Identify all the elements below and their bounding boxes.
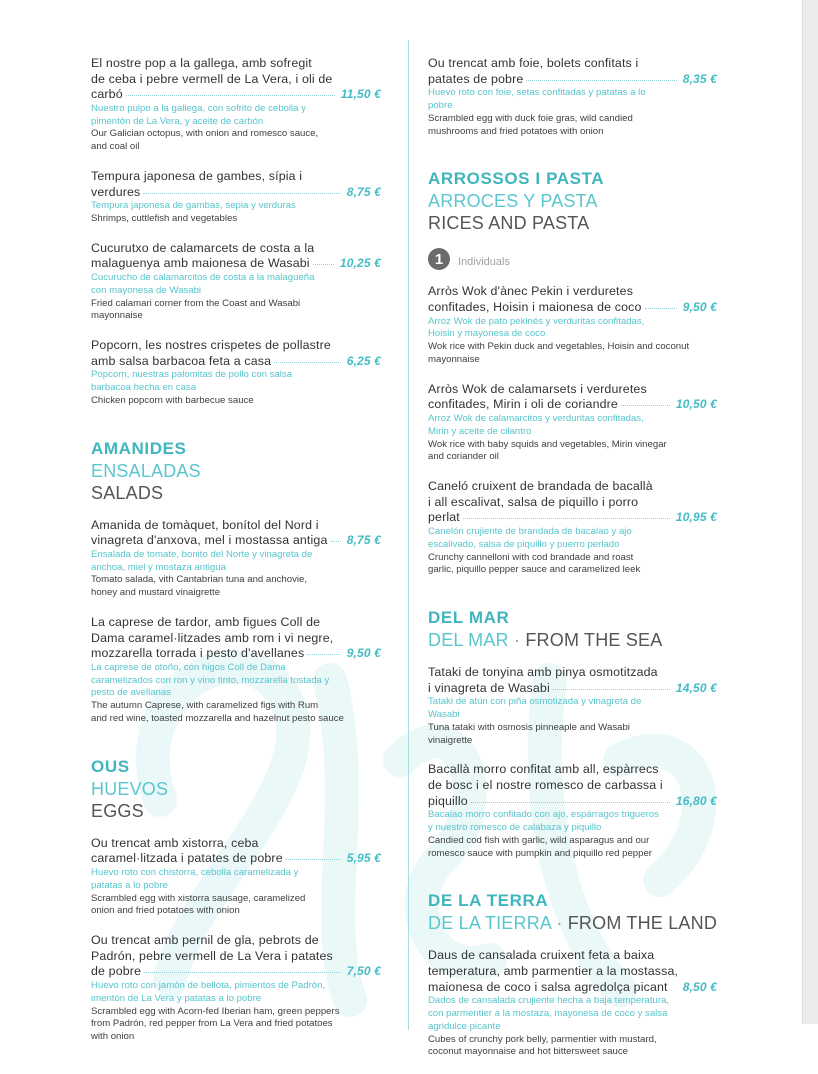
separator-dot: · xyxy=(508,630,526,651)
dish-name: vinagreta d'anxova, mel i mostassa antiga xyxy=(91,533,328,548)
dish-description-en: Scrambled egg with xistorra sausage, caramelized xyxy=(91,892,306,904)
dish-name-line xyxy=(91,851,381,867)
dish-name-line: i all escalivat, salsa de piquillo i porro xyxy=(428,494,639,509)
dish-name-line: temperatura, amb parmentier a la mostassa, xyxy=(428,964,679,979)
dish-description-es: Ensalada de tomate, bonito del Norte y vinagreta de xyxy=(91,548,313,560)
dish-name-line: Bacallà morro confitat amb all, espàrrecs xyxy=(428,762,659,777)
dot-leader xyxy=(313,264,334,265)
section-title-ca: OUS xyxy=(91,756,130,776)
dish-description-es: imentón de La Vera y patatas a lo pobre xyxy=(91,992,262,1004)
dish-name: de pobre xyxy=(91,964,142,979)
dish-name-line: Dama caramel·litzades amb rom i vi negre, xyxy=(91,630,334,645)
section-title-ca: DEL MAR xyxy=(428,608,510,628)
dish-description-es: Hoisin y mayonesa de coco xyxy=(428,328,546,340)
dish-description-en: mayonnaise xyxy=(428,353,480,365)
dish-description-es: Huevo roto con chistorra, cebolla caramelizada y xyxy=(91,867,299,879)
dish-description-en: onion and fried potatoes with onion xyxy=(91,905,240,917)
dish-price: 8,75 € xyxy=(346,184,381,199)
dish-price: 9,50 € xyxy=(346,646,381,661)
dot-leader xyxy=(553,689,670,690)
dot-leader xyxy=(126,95,335,96)
dish-name-line xyxy=(91,964,381,980)
dish-name-line: de bosc i el nostre romesco de carbassa i xyxy=(428,778,663,793)
section-heading xyxy=(428,890,717,934)
menu-item[interactable] xyxy=(91,836,381,918)
dish-description-en: Chicken popcorn with barbecue sauce xyxy=(91,394,254,406)
dot-leader xyxy=(645,308,677,309)
dish-description-es: La caprese de otoño, con higos Coll de Dama xyxy=(91,661,286,673)
section-heading xyxy=(91,756,381,822)
dish-name: confitades, Mirin i oli de coriandre xyxy=(428,397,618,412)
right-column xyxy=(428,56,717,1074)
dish-description-en: Tuna tataki with osmosis pinneaple and Wasabi xyxy=(428,721,630,733)
portion-label-text: Individuals xyxy=(458,256,510,269)
dish-description-es: con mayonesa de Wasabi xyxy=(91,284,202,296)
dot-leader xyxy=(143,193,340,194)
menu-item[interactable] xyxy=(91,518,381,600)
dish-name-line: El nostre pop a la gallega, amb sofregit xyxy=(91,56,312,70)
menu-item[interactable] xyxy=(428,56,717,138)
section-title-ca: AMANIDES xyxy=(91,438,187,458)
dish-description-es: Cucurucho de calamarcitos de costa a la malagueña xyxy=(91,271,315,283)
dish-name: i vinagreta de Wasabi xyxy=(428,680,550,695)
menu-item[interactable] xyxy=(91,241,381,323)
dish-description-en: Scrambled egg with duck foie gras, wild candied xyxy=(428,112,633,124)
dish-description-es: patatas a lo pobre xyxy=(91,879,168,891)
dish-price: 10,95 € xyxy=(675,510,717,525)
menu-item[interactable] xyxy=(91,615,381,726)
menu-item[interactable] xyxy=(91,338,381,408)
dish-description-en: romesco sauce with pumpkin and piquillo red pepper xyxy=(428,847,652,859)
dot-leader xyxy=(144,972,341,973)
dish-description-en: from Padrón, red pepper from La Vera and fried potatoes xyxy=(91,1018,333,1030)
dish-description-es: barbacoa hecha en casa xyxy=(91,382,197,394)
dot-leader xyxy=(331,541,341,542)
dish-description-en: mayonnaise xyxy=(91,310,143,322)
dish-name-line: Caneló cruixent de brandada de bacallà xyxy=(428,479,653,494)
dish-name: malaguenya amb maionesa de Wasabi xyxy=(91,256,310,271)
dish-name: perlat xyxy=(428,510,460,525)
dish-name-line: de ceba i pebre vermell de La Vera, i oli de xyxy=(91,71,333,86)
dish-name-line xyxy=(428,397,717,413)
dish-description-es: caramelizados con ron y vino tinto, mozzarella tostada y xyxy=(91,674,330,686)
dish-name-line xyxy=(428,72,717,88)
scrollbar[interactable] xyxy=(802,0,818,1024)
dish-name: amb salsa barbacoa feta a casa xyxy=(91,353,272,368)
dish-price: 8,35 € xyxy=(682,71,717,86)
dish-name-line xyxy=(91,354,381,370)
dot-leader xyxy=(621,405,670,406)
dish-name: piquillo xyxy=(428,793,468,808)
section-title-es: DEL MAR xyxy=(428,630,509,651)
menu-item[interactable] xyxy=(428,382,717,464)
dish-name: caramel·litzada i patates de pobre xyxy=(91,851,283,866)
column-divider xyxy=(408,40,409,1030)
dish-description-es: Nuestro pulpo a la gallega, con sofrito de cebolla y xyxy=(91,102,306,114)
dish-description-en: mushrooms and fried potatoes with onion xyxy=(428,125,604,137)
dish-name-line: La caprese de tardor, amb figues Coll de xyxy=(91,615,321,630)
dish-description-es: pimentón de La Vera, y aceite de carbón xyxy=(91,115,264,127)
dish-name-line xyxy=(428,510,717,526)
menu-item[interactable] xyxy=(428,948,717,1059)
dish-description-en: coconut mayonnaise and hot bittersweet sauce xyxy=(428,1046,628,1058)
dish-name-line: Arròs Wok de calamarsets i verduretes xyxy=(428,381,647,396)
dish-description-es: pesto de avellanas xyxy=(91,687,172,699)
dish-description-en: Shrimps, cuttlefish and vegetables xyxy=(91,212,238,224)
dish-description-es: Mirin y aceite de cilantro xyxy=(428,425,532,437)
dish-price: 7,50 € xyxy=(346,964,381,979)
dish-price: 6,25 € xyxy=(346,353,381,368)
dish-description-es: y nuestro romesco de calabaza y piquillo xyxy=(428,822,602,834)
dish-price: 8,50 € xyxy=(682,979,717,994)
dish-description-en: Wok rice with baby squids and vegetables, Mirin vinegar xyxy=(428,438,667,450)
section-title-en: FROM THE LAND xyxy=(567,913,718,934)
dish-name: patates de pobre xyxy=(428,71,524,86)
dish-description-en: Our Galician octopus, with onion and romesco sauce, xyxy=(91,128,319,140)
section-heading xyxy=(91,438,381,504)
dot-leader xyxy=(463,518,670,519)
menu-item[interactable] xyxy=(91,933,381,1044)
dish-description-es: Huevo roto con foie, setas confitadas y patatas a lo xyxy=(428,87,646,99)
dish-price: 10,50 € xyxy=(675,397,717,412)
dish-description-es: agridulce picante xyxy=(428,1020,501,1032)
menu-item[interactable] xyxy=(91,56,381,154)
dish-description-en: Scrambled egg with Acorn-fed Iberian ham, green peppers xyxy=(91,1005,340,1017)
dish-name-line: Tempura japonesa de gambes, sípia i xyxy=(91,168,303,183)
dish-description-en: with onion xyxy=(91,1031,135,1043)
dish-description-en: The autumn Caprese, with caramelized figs with Rum xyxy=(91,700,319,712)
dish-name: verdures xyxy=(91,184,141,199)
section-subtitle xyxy=(428,912,717,934)
section-heading xyxy=(428,607,717,651)
dish-description-es: Huevo roto con jamón de bellota, pimientos de Padrón, xyxy=(91,980,326,991)
dish-price: 10,25 € xyxy=(339,256,381,271)
dish-description-en: honey and mustard vinaigrette xyxy=(91,587,221,599)
dish-price: 5,95 € xyxy=(346,851,381,866)
dish-description-en: garlic, piquillo pepper sauce and caramelized leek xyxy=(428,564,641,576)
dot-leader xyxy=(286,859,341,860)
dish-name-line xyxy=(91,87,381,103)
dish-name-line: Ou trencat amb xistorra, ceba xyxy=(91,835,259,850)
section-title-ca: ARROSSOS I PASTA xyxy=(428,169,605,189)
dot-leader xyxy=(274,362,341,363)
dish-description-es: Tempura japonesa de gambas, sepia y verduras xyxy=(91,200,296,212)
dish-name-line xyxy=(428,980,717,996)
dish-name-line: Padrón, pebre vermell de La Vera i patates xyxy=(91,948,333,963)
dish-price: 16,80 € xyxy=(675,793,717,808)
section-title-en: RICES AND PASTA xyxy=(428,213,590,234)
dish-description-es: Arroz Wok de calamarcitos y verduritas confitadas, xyxy=(428,412,644,424)
dish-description-es: Bacalao morro confitado con ajo, espárragos trigueros xyxy=(428,809,659,821)
dish-description-en: and coriander oil xyxy=(428,451,499,463)
dish-name-line xyxy=(428,794,717,810)
dish-description-en: Crunchy cannelloni with cod brandade and roast xyxy=(428,551,634,563)
menu-item[interactable] xyxy=(428,284,717,366)
dot-leader xyxy=(471,802,670,803)
section-title-en: EGGS xyxy=(91,800,144,821)
dish-description-en: Tomato salada, vith Cantabrian tuna and anchovie, xyxy=(91,574,307,586)
dot-leader xyxy=(526,80,676,81)
dish-name-line: Arròs Wok d'ànec Pekin i verduretes xyxy=(428,284,634,299)
dish-name-line: Ou trencat amb pernil de gla, pebrots de xyxy=(91,933,319,948)
dish-description-es: Canelón crujiente de brandada de bacalao y ajo xyxy=(428,525,632,537)
dish-description-es: Popcorn, nuestras palomitas de pollo con salsa xyxy=(91,369,293,381)
dish-name-line: Ou trencat amb foie, bolets confitats i xyxy=(428,56,639,70)
dish-price: 9,50 € xyxy=(682,299,717,314)
dish-name-line xyxy=(428,300,717,316)
separator-dot: · xyxy=(551,913,568,934)
dish-name: maionesa de coco i salsa agredolça picant xyxy=(428,979,668,994)
dish-description-en: Fried calamari corner from the Coast and Wasabi xyxy=(91,297,301,309)
menu-item[interactable] xyxy=(428,479,717,577)
dish-name-line xyxy=(91,646,381,662)
dish-name-line: Cucurutxo de calamarcets de costa a la xyxy=(91,240,315,255)
dish-description-en: vinaigrette xyxy=(428,734,473,746)
portion-label xyxy=(428,248,717,270)
dish-description-es: Dados de cansalada crujiente hecha a baja temperatura, xyxy=(428,995,670,1007)
dish-name-line: Tataki de tonyina amb pinya osmotitzada xyxy=(428,665,658,680)
dish-description-en: Wok rice with Pekin duck and vegetables, Hoisin and coconut xyxy=(428,341,690,353)
section-title-en: FROM THE SEA xyxy=(525,630,663,651)
dish-description-en: and red wine, toasted mozzarella and hazelnut pesto sauce xyxy=(91,713,344,725)
section-title-ca: DE LA TERRA xyxy=(428,891,549,911)
dish-price: 8,75 € xyxy=(346,533,381,548)
dish-description-en: and coal oil xyxy=(91,141,140,153)
section-title-es: HUEVOS xyxy=(91,778,169,799)
dish-name-line: Amanida de tomàquet, bonítol del Nord i xyxy=(91,517,319,532)
dish-name-line xyxy=(428,681,717,697)
section-title-es: ARROCES Y PASTA xyxy=(428,191,598,212)
dish-description-es: escalivado, salsa de piquillo y puerro perlado xyxy=(428,538,620,550)
dish-name-line: Daus de cansalada cruixent feta a baixa xyxy=(428,948,655,963)
dish-name-line xyxy=(91,533,381,549)
dish-description-es: con parmentier a la mostaza, mayonesa de coco y salsa xyxy=(428,1008,668,1020)
dish-description-es: pobre xyxy=(428,99,453,111)
section-subtitle xyxy=(428,629,717,651)
dish-name: carbó xyxy=(91,87,123,102)
dish-name: confitades, Hoisin i maionesa de coco xyxy=(428,299,642,314)
section-title-es: ENSALADAS xyxy=(91,460,201,481)
dish-description-es: Wasabi xyxy=(428,709,460,721)
menu-item[interactable] xyxy=(428,762,717,860)
section-title-en: SALADS xyxy=(91,482,164,503)
dish-description-es: anchoa, miel y mostaza antigua xyxy=(91,561,226,573)
menu-item[interactable] xyxy=(428,665,717,747)
section-title-es: DE LA TIERRA xyxy=(428,913,552,934)
number-one-badge-icon: 1 xyxy=(428,248,450,270)
dish-description-en: Candied cod fish with garlic, wild asparagus and our xyxy=(428,834,650,846)
dish-description-es: Arroz Wok de pato pekinés y verduritas confitadas, xyxy=(428,315,645,327)
dish-name: mozzarella torrada i pesto d'avellanes xyxy=(91,646,305,661)
dish-name-line xyxy=(91,185,381,201)
dish-name-line xyxy=(91,256,381,272)
dish-description-en: Cubes of crunchy pork belly, parmentier with mustard, xyxy=(428,1033,657,1045)
left-column xyxy=(91,56,381,1059)
menu-item[interactable] xyxy=(91,169,381,226)
dish-price: 11,50 € xyxy=(340,87,381,102)
dish-price: 14,50 € xyxy=(675,680,717,695)
dish-name-line: Popcorn, les nostres crispetes de pollastre xyxy=(91,338,331,353)
section-heading xyxy=(428,168,717,234)
dish-description-es: Tataki de atún con piña osmotizada y vinagreta de xyxy=(428,696,642,708)
dot-leader xyxy=(307,654,340,655)
